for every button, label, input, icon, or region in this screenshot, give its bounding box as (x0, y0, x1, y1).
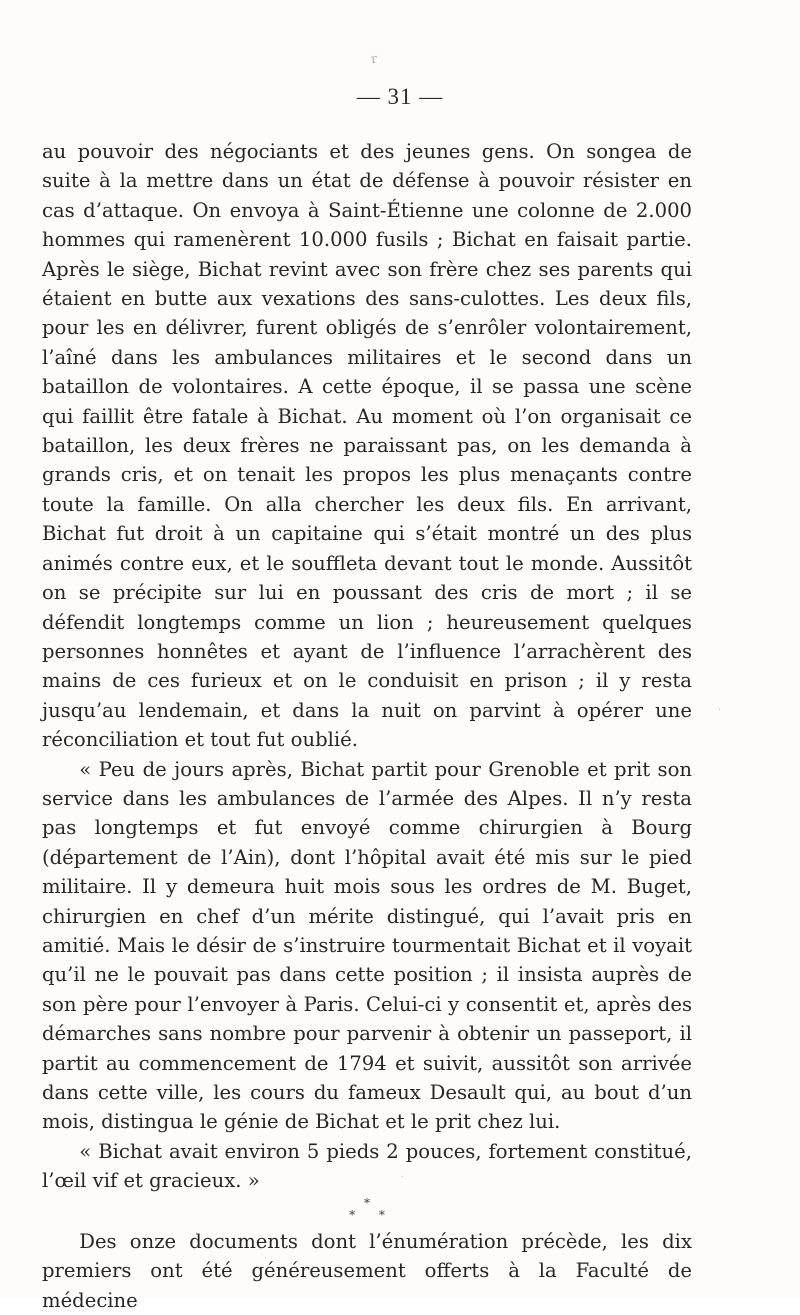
paragraph-quote-grenoble: « Peu de jours après, Bichat partit pour Grenoble et prit son service dans les ambulances de l’armée des Alpes. Il n’y resta pas longtemps et fut envoyé comme chirurgien à Bourg (département de l’Ain), dont l’hôpital avait été mis sur le pied militaire. Il y demeura huit mois sous les ordres de M. Buget, chirurgien en chef d’un mérite distingué, qui l’avait pris en amitié. Mais le désir de s’instruire tourmentait Bichat et il voyait qu’il ne le pouvait pas dans cette position ; il insista auprès de son père pour l’envoyer à Paris. Celui-ci y consentit et, après des démarches sans nombre pour parvenir à obtenir un passeport, il partit au commencement de 1794 et suivit, aussitôt son arrivée dans cette ville, les cours du fameux Desault qui, au bout d’un mois, distingua le génie de Bichat et le prit chez lui. (42, 757, 692, 1134)
paper-speck: · (401, 1172, 405, 1183)
asterism-separator (42, 1195, 692, 1227)
asterism-bottom: * * (349, 1207, 395, 1222)
body-text (42, 137, 692, 1315)
page-number: — 31 — (356, 84, 444, 109)
paper-speck: · (718, 705, 722, 716)
margin-mark: r (369, 51, 379, 68)
asterism-top: * (364, 1195, 370, 1210)
paragraph-quote-description: « Bichat avait environ 5 pieds 2 pouces, fortement constitué, l’œil vif et gracieux. » (42, 1139, 692, 1193)
paragraph-closing: Des onze documents dont l’énumération précède, les dix premiers ont été généreusement offerts à la Faculté de médecine (42, 1230, 692, 1312)
paragraph-continued: au pouvoir des négociants et des jeunes gens. On songea de suite à la mettre dans un état de défense à pouvoir résister en cas d’attaque. On envoya à Saint-Étienne une colonne de 2.000 hommes qui ramenèrent 10.000 fusils ; Bichat en faisait partie. Après le siège, Bichat revint avec son frère chez ses parents qui étaient en butte aux vexations des sans-culottes. Les deux fils, pour les en délivrer, furent obligés de s’enrôler volontairement, l’aîné dans les ambulances militaires et le second dans un bataillon de volontaires. A cette époque, il se passa une scène qui faillit être fatale à Bichat. Au moment où l’on organisait ce bataillon, les deux frères ne paraissant pas, on les demanda à grands cris, et on tenait les propos les plus menaçants contre toute la famille. On alla chercher les deux fils. En arrivant, Bichat fut droit à un capitaine qui s’était montré un des plus animés contre eux, et le souffleta devant tout le monde. Aussitôt on se précipite sur lui en poussant des cris de mort ; il se défendit longtemps comme un lion ; heureusement quelques personnes honnêtes et ayant de l’influence l’arrachèrent des mains de ces furieux et on le conduisit en prison ; il y resta jusqu’au lendemain, et dans la nuit on parvint à opérer une réconciliation et tout fut oublié. (42, 140, 692, 752)
